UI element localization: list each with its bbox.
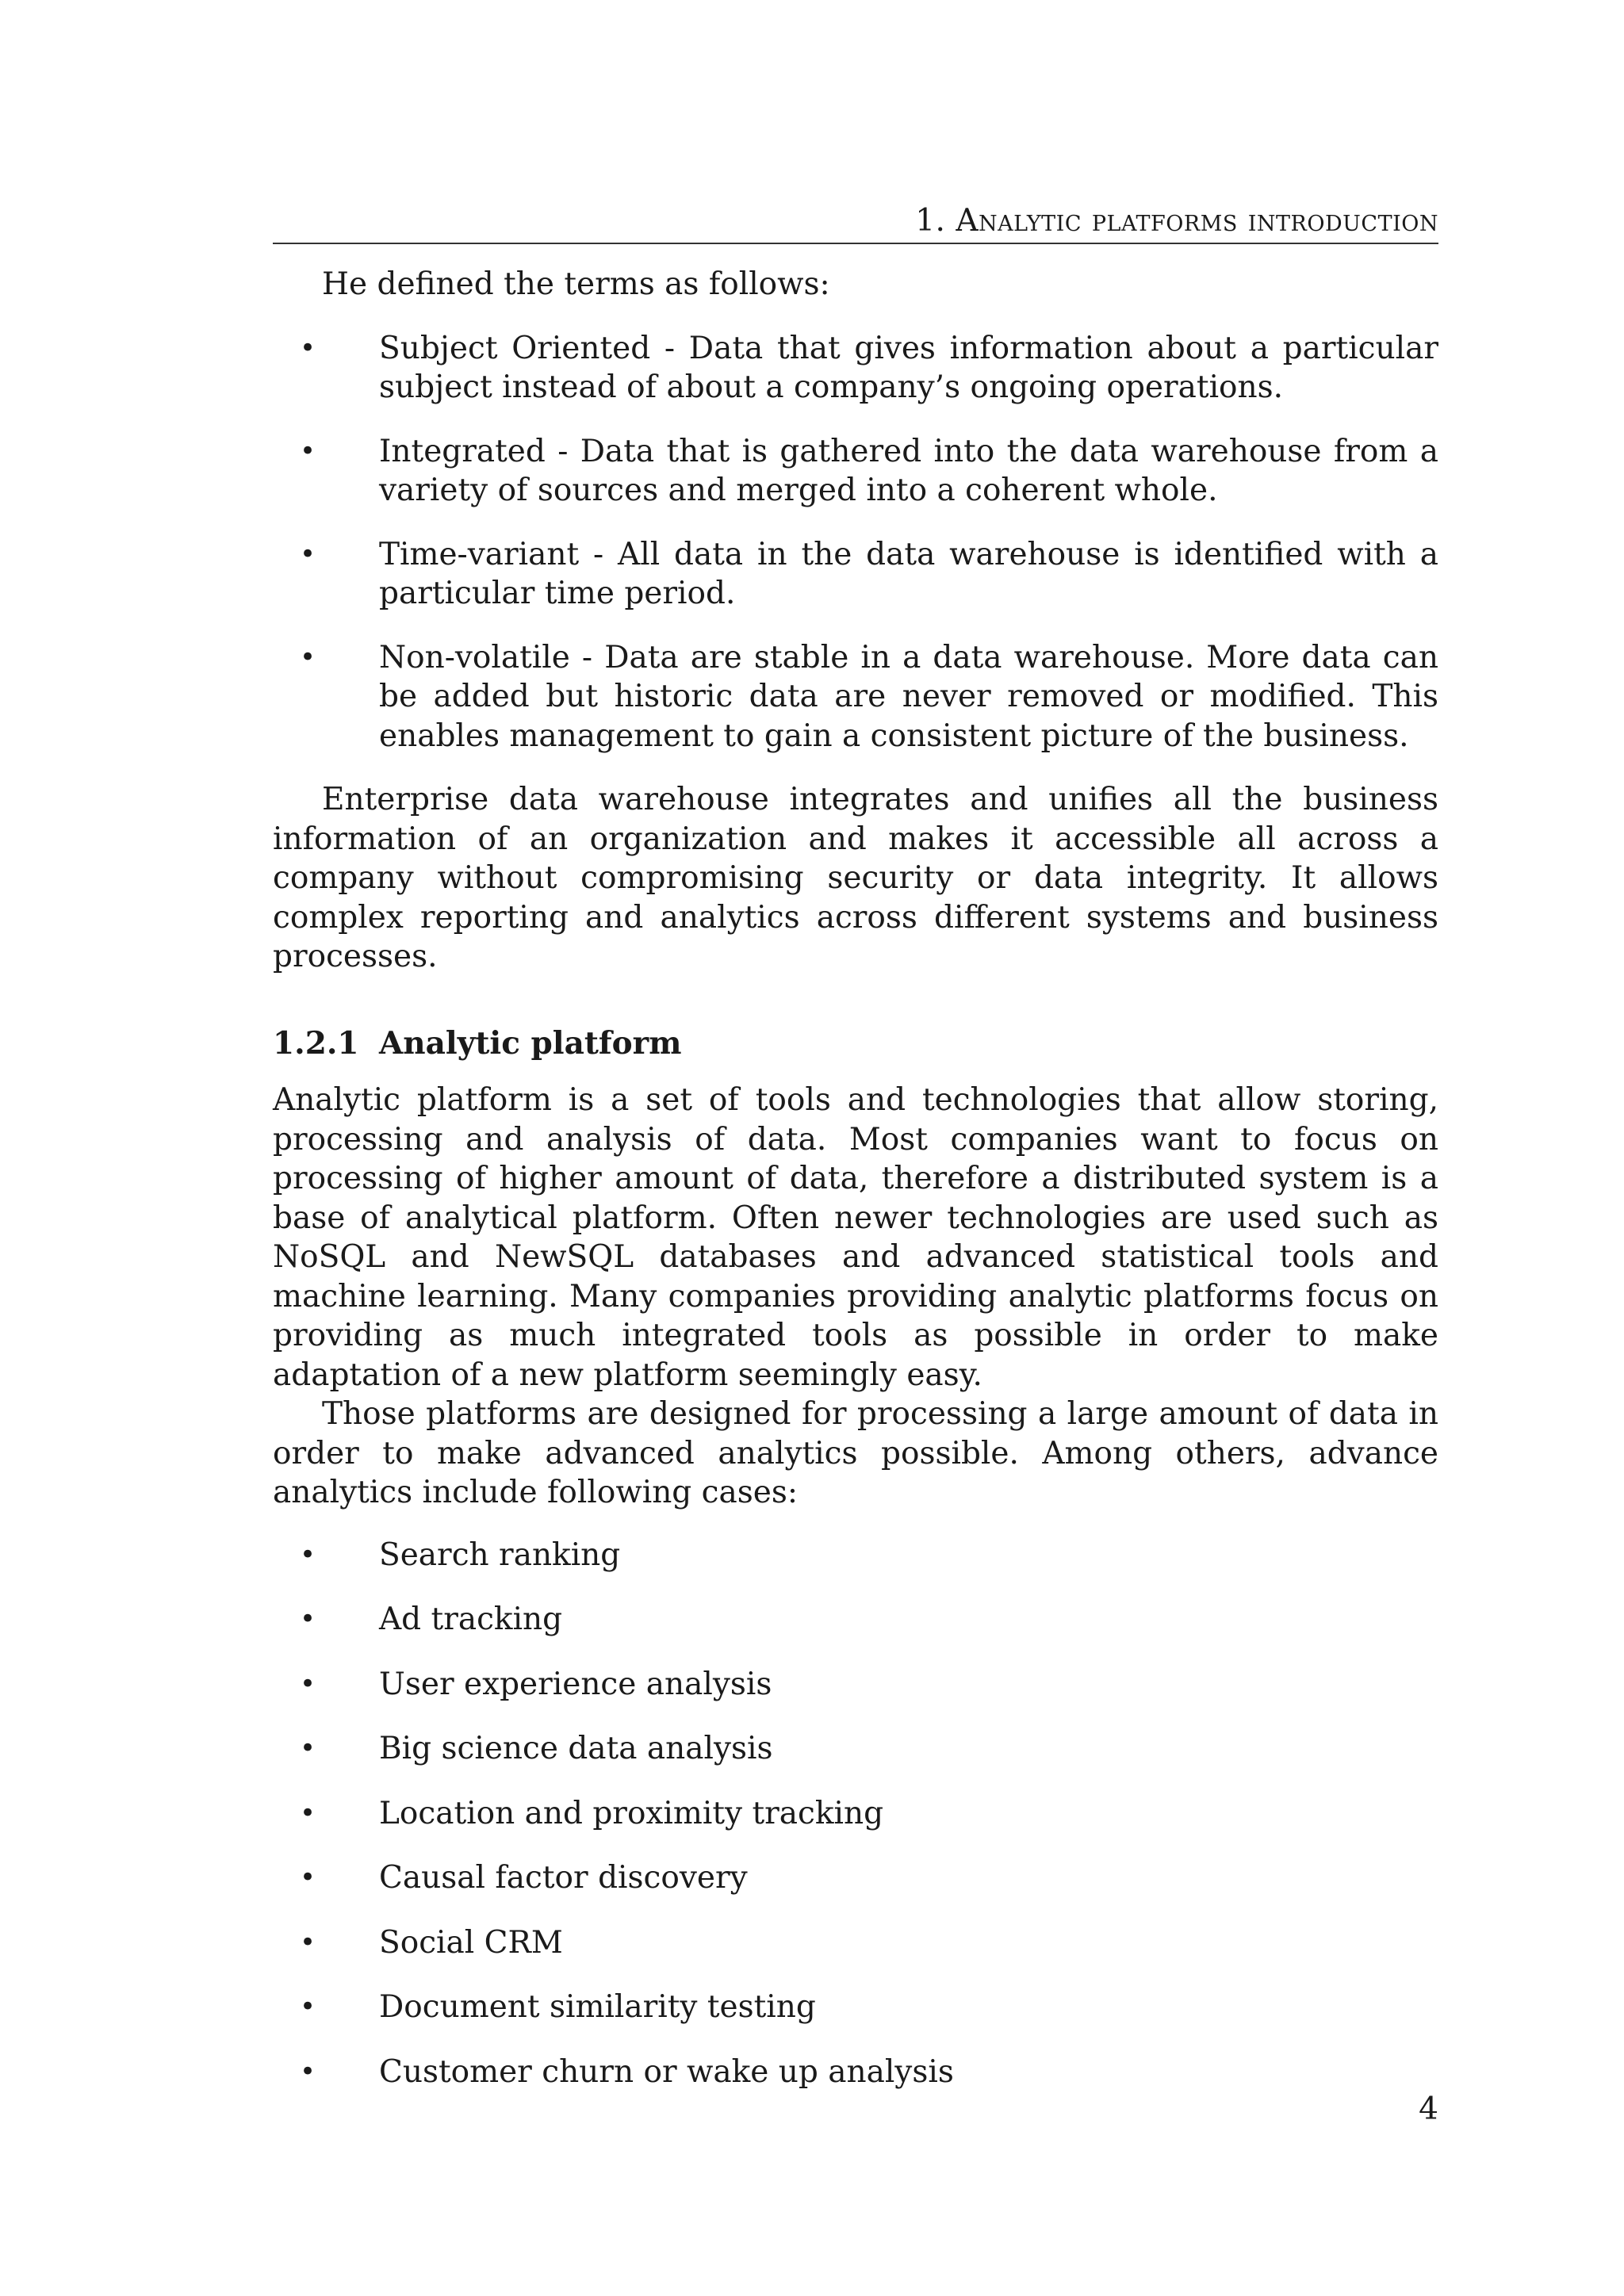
bullet-icon: • — [300, 1667, 316, 1700]
list-item — [273, 1665, 1438, 1705]
chapter-number: 1. — [915, 203, 946, 239]
list-item — [273, 1988, 1438, 2027]
section-title: Analytic platform — [379, 1024, 682, 1062]
section-heading — [273, 1024, 1438, 1064]
case-text: Causal factor discovery — [379, 1860, 748, 1896]
case-text: Search ranking — [379, 1536, 621, 1573]
platform-paragraph: Analytic platform is a set of tools and technologies that allow storing, processing and analysis of data. Most companies want to focus on processing of higher amount of data, therefore a distributed system is a base of analytical platform. Often newer technologies are used such as NoSQL and NewSQL databases and advanced statistical tools and machine learning. Many companies providing analytic platforms focus on providing as much integrated tools as possible in order to make adaptation of a new platform seemingly easy. — [273, 1082, 1438, 1393]
running-header — [273, 201, 1438, 241]
list-item — [273, 329, 1438, 408]
bullet-icon: • — [300, 434, 316, 467]
chapter-title: Analytic platforms introduction — [956, 203, 1438, 239]
case-text: Document similarity testing — [379, 1989, 816, 2025]
bullet-icon: • — [300, 1732, 316, 1764]
section-number: 1.2.1 — [273, 1024, 359, 1062]
bullet-icon: • — [300, 1603, 316, 1635]
bullet-icon: • — [300, 2055, 316, 2087]
header-rule — [273, 243, 1438, 244]
case-text: Social CRM — [379, 1924, 563, 1961]
list-item — [273, 432, 1438, 511]
bullet-icon: • — [300, 538, 316, 570]
definition-text: Non-volatile - Data are stable in a data warehouse. More data can be added but historic data are never removed or modified. This enables management to gain a consistent picture of the business. — [379, 639, 1438, 754]
case-text: User experience analysis — [379, 1666, 772, 1702]
bullet-icon: • — [300, 1538, 316, 1571]
case-text: Customer churn or wake up analysis — [379, 2053, 954, 2090]
bullet-icon: • — [300, 1797, 316, 1829]
page-number: 4 — [1419, 2091, 1438, 2127]
intro-paragraph: He defined the terms as follows: — [322, 266, 830, 302]
list-item — [273, 638, 1438, 756]
cases-paragraph: Those platforms are designed for processing a large amount of data in order to make advanced analytics possible. Among others, advance analytics include following cases: — [273, 1396, 1438, 1510]
case-text: Location and proximity tracking — [379, 1795, 884, 1831]
definition-text: Integrated - Data that is gathered into the data warehouse from a variety of sources and merged into a coherent whole. — [379, 433, 1438, 508]
list-item — [273, 1858, 1438, 1898]
document-page — [273, 0, 1438, 2296]
definition-text: Time-variant - All data in the data warehouse is identified with a particular time period. — [379, 536, 1438, 611]
list-item — [273, 1923, 1438, 1963]
list-item — [273, 1729, 1438, 1769]
definition-text: Subject Oriented - Data that gives information about a particular subject instead of about a company’s ongoing operations. — [379, 330, 1438, 405]
list-item — [273, 2053, 1438, 2092]
list-item — [273, 1536, 1438, 1575]
bullet-icon: • — [300, 641, 316, 673]
case-text: Big science data analysis — [379, 1731, 773, 1766]
cases-list — [273, 1536, 1438, 2092]
bullet-icon: • — [300, 331, 316, 364]
bullet-icon: • — [300, 1862, 316, 1893]
list-item — [273, 1600, 1438, 1640]
definition-list — [273, 329, 1438, 756]
list-item — [273, 1794, 1438, 1834]
bullet-icon: • — [300, 1926, 316, 1958]
list-item — [273, 535, 1438, 614]
enterprise-paragraph: Enterprise data warehouse integrates and unifies all the business information of an organization and makes it accessible all across a company without compromising security or data integrity. It allows complex reporting and analytics across different systems and business processes. — [273, 782, 1438, 974]
page-body — [273, 265, 1438, 2117]
case-text: Ad tracking — [379, 1601, 563, 1637]
bullet-icon: • — [300, 1991, 316, 2022]
